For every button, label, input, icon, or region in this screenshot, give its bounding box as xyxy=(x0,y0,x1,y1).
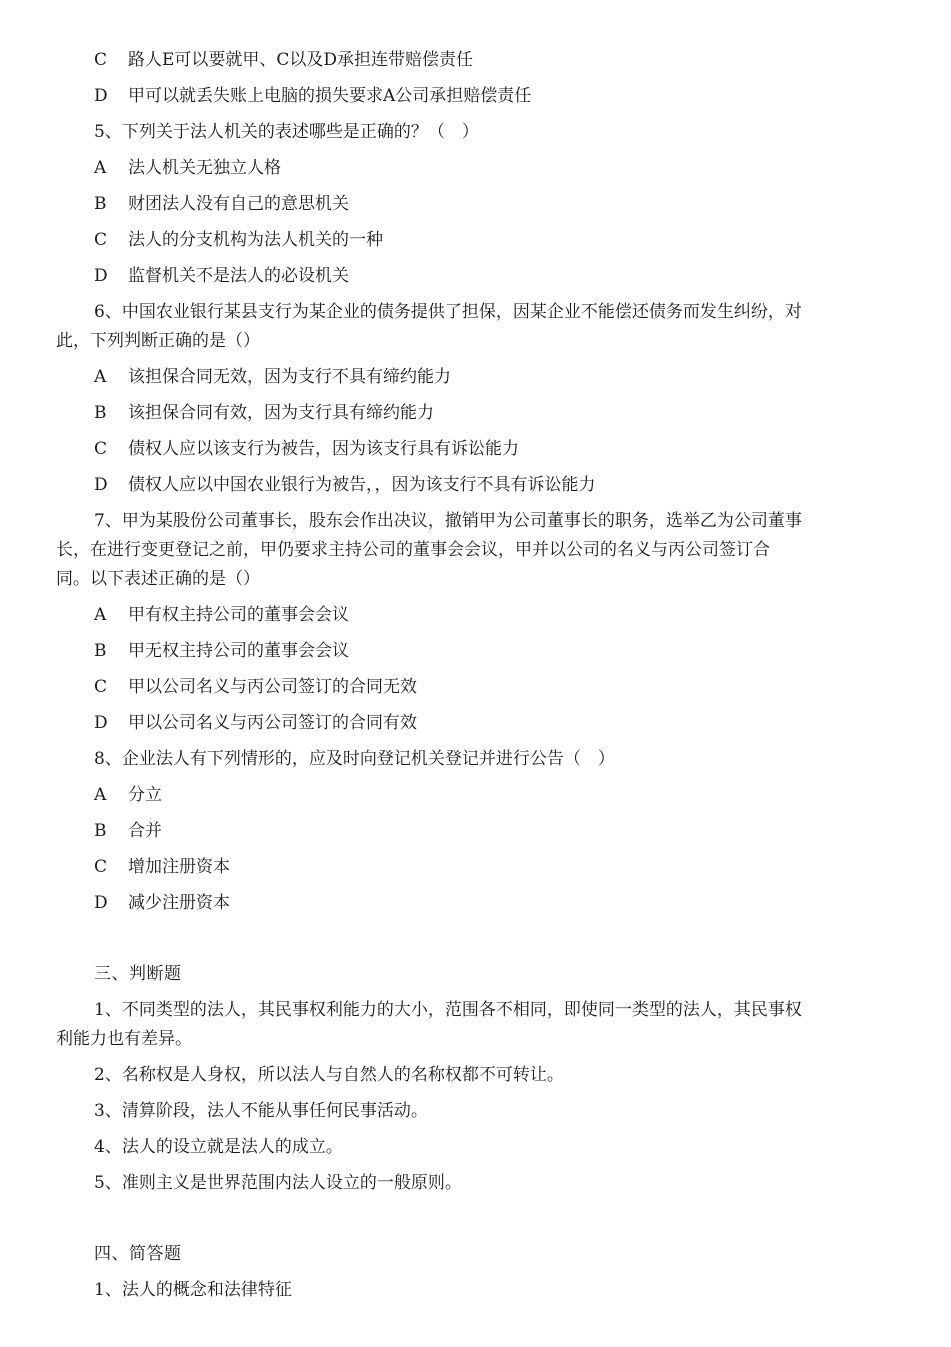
q6-stem-line1: 6、中国农业银行某县支行为某企业的债务提供了担保，因某企业不能偿还债务而发生纠纷，对 xyxy=(94,302,802,322)
option-text: 法人机关无独立人格 xyxy=(128,158,281,178)
q8-option-c xyxy=(94,856,230,878)
option-letter: D xyxy=(94,266,108,286)
section4-item-1: 1、法人的概念和法律特征 xyxy=(94,1280,292,1300)
option-text: 减少注册资本 xyxy=(128,893,230,913)
section3-item-1-line2: 利能力也有差异。 xyxy=(56,1029,192,1049)
option-text: 合并 xyxy=(128,821,162,841)
option-text: 债权人应以中国农业银行为被告，，因为该支行不具有诉讼能力 xyxy=(128,475,596,495)
q6-option-a xyxy=(94,366,451,388)
q5-option-b xyxy=(94,193,349,215)
q4-option-c xyxy=(94,49,473,71)
option-letter: C xyxy=(94,50,108,70)
option-letter: B xyxy=(94,194,107,214)
q5-option-c xyxy=(94,229,383,251)
option-letter: D xyxy=(94,86,108,106)
option-letter: C xyxy=(94,677,108,697)
section3-title: 三、判断题 xyxy=(94,964,182,984)
option-text: 增加注册资本 xyxy=(128,857,230,877)
option-letter: D xyxy=(94,713,108,733)
option-text: 甲以公司名义与丙公司签订的合同无效 xyxy=(128,677,417,697)
section3-item-5: 5、准则主义是世界范围内法人设立的一般原则。 xyxy=(94,1173,462,1193)
option-text: 监督机关不是法人的必设机关 xyxy=(128,266,349,286)
option-letter: B xyxy=(94,821,107,841)
option-text: 甲有权主持公司的董事会会议 xyxy=(128,605,349,625)
option-text: 甲可以就丢失账上电脑的损失要求A公司承担赔偿责任 xyxy=(128,86,532,106)
q8-stem: 8、企业法人有下列情形的，应及时向登记机关登记并进行公告（ ） xyxy=(94,749,615,769)
option-letter: B xyxy=(94,403,107,423)
option-text: 债权人应以该支行为被告，因为该支行具有诉讼能力 xyxy=(128,439,519,459)
option-text: 路人E可以要就甲、C以及D承担连带赔偿责任 xyxy=(128,50,474,70)
q7-stem-line2: 长，在进行变更登记之前，甲仍要求主持公司的董事会会议，甲并以公司的名义与丙公司签订合 xyxy=(56,540,770,560)
section3-item-3: 3、清算阶段，法人不能从事任何民事活动。 xyxy=(94,1101,428,1121)
option-letter: A xyxy=(94,158,107,178)
option-text: 甲以公司名义与丙公司签订的合同有效 xyxy=(128,713,417,733)
q5-stem: 5、下列关于法人机关的表述哪些是正确的？（ ） xyxy=(94,122,479,142)
q7-stem-line1: 7、甲为某股份公司董事长，股东会作出决议，撤销甲为公司董事长的职务，选举乙为公司董事 xyxy=(94,511,802,531)
q8-option-b xyxy=(94,820,162,842)
option-letter: B xyxy=(94,641,107,661)
option-letter: C xyxy=(94,857,108,877)
option-letter: A xyxy=(94,367,107,387)
q6-option-b xyxy=(94,402,434,424)
option-letter: D xyxy=(94,893,108,913)
q7-option-b xyxy=(94,640,349,662)
option-text: 该担保合同无效，因为支行不具有缔约能力 xyxy=(128,367,451,387)
q7-stem-line3: 同。以下表述正确的是（） xyxy=(56,569,260,589)
option-text: 分立 xyxy=(128,785,162,805)
option-text: 财团法人没有自己的意思机关 xyxy=(128,194,349,214)
q5-option-a xyxy=(94,157,281,179)
option-letter: A xyxy=(94,785,107,805)
q7-option-d xyxy=(94,712,417,734)
option-letter: C xyxy=(94,439,108,459)
section3-item-2: 2、名称权是人身权，所以法人与自然人的名称权都不可转让。 xyxy=(94,1065,564,1085)
option-letter: A xyxy=(94,605,107,625)
option-letter: D xyxy=(94,475,108,495)
q7-option-c xyxy=(94,676,417,698)
option-text: 甲无权主持公司的董事会会议 xyxy=(128,641,349,661)
option-text: 法人的分支机构为法人机关的一种 xyxy=(128,230,383,250)
option-letter: C xyxy=(94,230,108,250)
section3-item-4: 4、法人的设立就是法人的成立。 xyxy=(94,1137,343,1157)
q5-option-d xyxy=(94,265,349,287)
option-text: 该担保合同有效，因为支行具有缔约能力 xyxy=(128,403,434,423)
q8-option-d xyxy=(94,892,230,914)
q4-option-d xyxy=(94,85,531,107)
q6-option-d xyxy=(94,474,596,496)
q8-option-a xyxy=(94,784,162,806)
q6-stem-line2: 此，下列判断正确的是（） xyxy=(56,331,260,351)
section3-item-1-line1: 1、不同类型的法人，其民事权利能力的大小，范围各不相同，即使同一类型的法人，其民事权 xyxy=(94,1000,802,1020)
section4-title: 四、简答题 xyxy=(94,1244,182,1264)
q7-option-a xyxy=(94,604,349,626)
q6-option-c xyxy=(94,438,519,460)
